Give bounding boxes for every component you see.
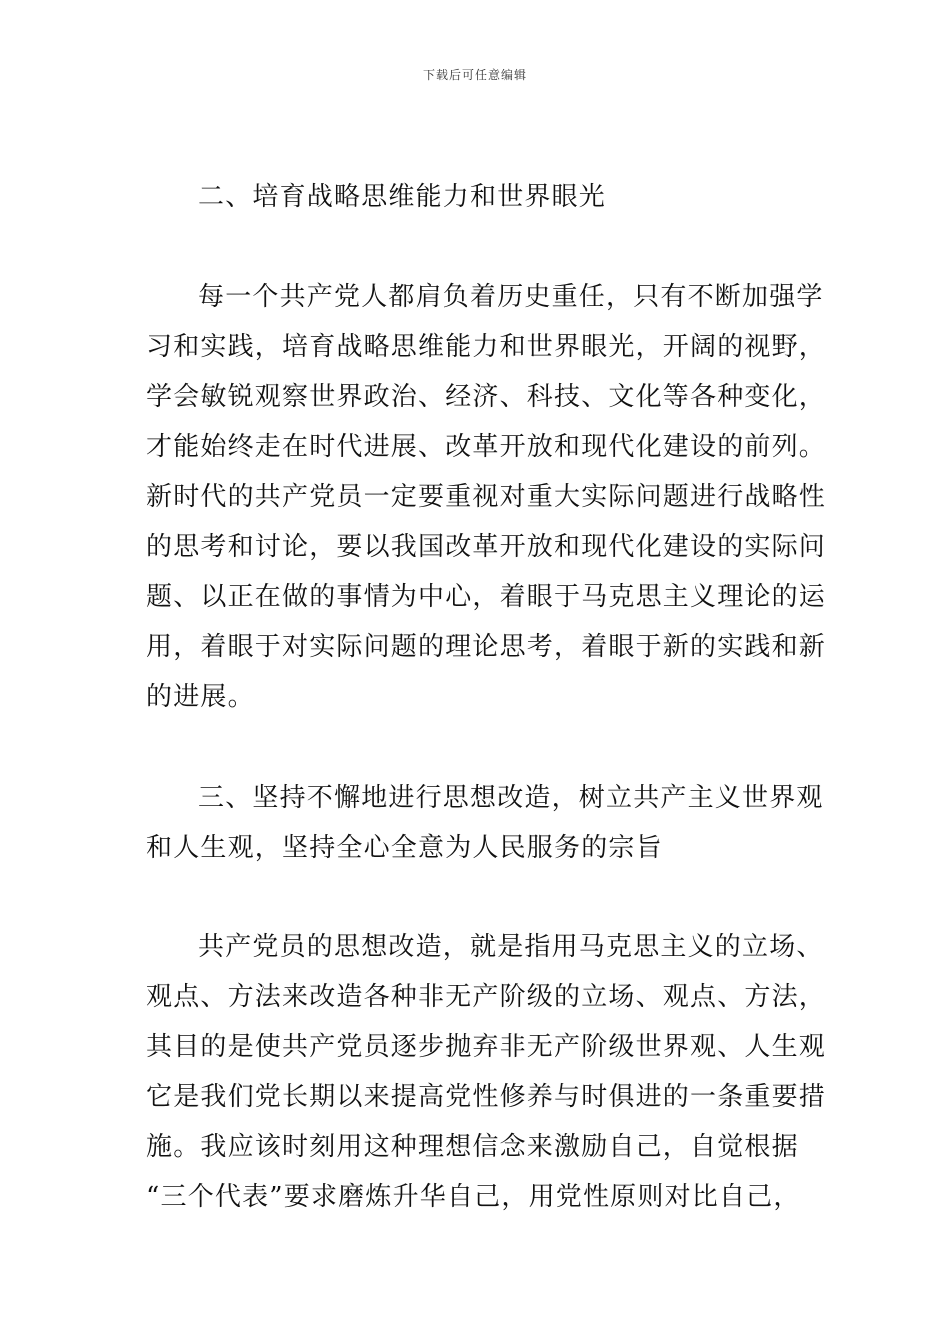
paragraph-line: 观点、方法来改造各种非无产阶级的立场、观点、方法，: [146, 982, 827, 1012]
section-heading-3: [146, 773, 824, 873]
heading-line: 三、坚持不懈地进行思想改造，树立共产主义世界观: [198, 783, 824, 813]
paragraph-line: 的进展。: [146, 682, 255, 712]
paragraph-line: “三个代表”要求磨炼升华自己，用党性原则对比自己，: [146, 1182, 801, 1212]
heading-line: 二、培育战略思维能力和世界眼光: [198, 182, 607, 212]
paragraph-line: 习和实践，培育战略思维能力和世界眼光，开阔的视野，: [146, 332, 827, 362]
paragraph-line: 用，着眼于对实际问题的理论思考，着眼于新的实践和新: [146, 632, 827, 662]
paragraph-line: 新时代的共产党员一定要重视对重大实际问题进行战略性: [146, 482, 827, 512]
paragraph-line: 它是我们党长期以来提高党性修养与时俱进的一条重要措: [146, 1082, 827, 1112]
paragraph-strategic-thinking: [146, 272, 827, 722]
section-heading-2: [146, 172, 806, 222]
page-header: 下载后可任意编辑: [422, 68, 527, 82]
paragraph-line: 其目的是使共产党员逐步抛弃非无产阶级世界观、人生观: [146, 1032, 827, 1062]
paragraph-line: 学会敏锐观察世界政治、经济、科技、文化等各种变化，: [146, 382, 827, 412]
paragraph-line: 施。我应该时刻用这种理想信念来激励自己，自觉根据: [146, 1132, 799, 1162]
paragraph-line: 题、以正在做的事情为中心，着眼于马克思主义理论的运: [146, 582, 827, 612]
paragraph-thought-reform: [146, 922, 827, 1222]
heading-line: 和人生观，坚持全心全意为人民服务的宗旨: [146, 833, 663, 863]
paragraph-line: 才能始终走在时代进展、改革开放和现代化建设的前列。: [146, 432, 827, 462]
paragraph-line: 每一个共产党人都肩负着历史重任，只有不断加强学: [198, 282, 824, 312]
paragraph-line: 共产党员的思想改造，就是指用马克思主义的立场、: [198, 932, 824, 962]
paragraph-line: 的思考和讨论，要以我国改革开放和现代化建设的实际问: [146, 532, 827, 562]
